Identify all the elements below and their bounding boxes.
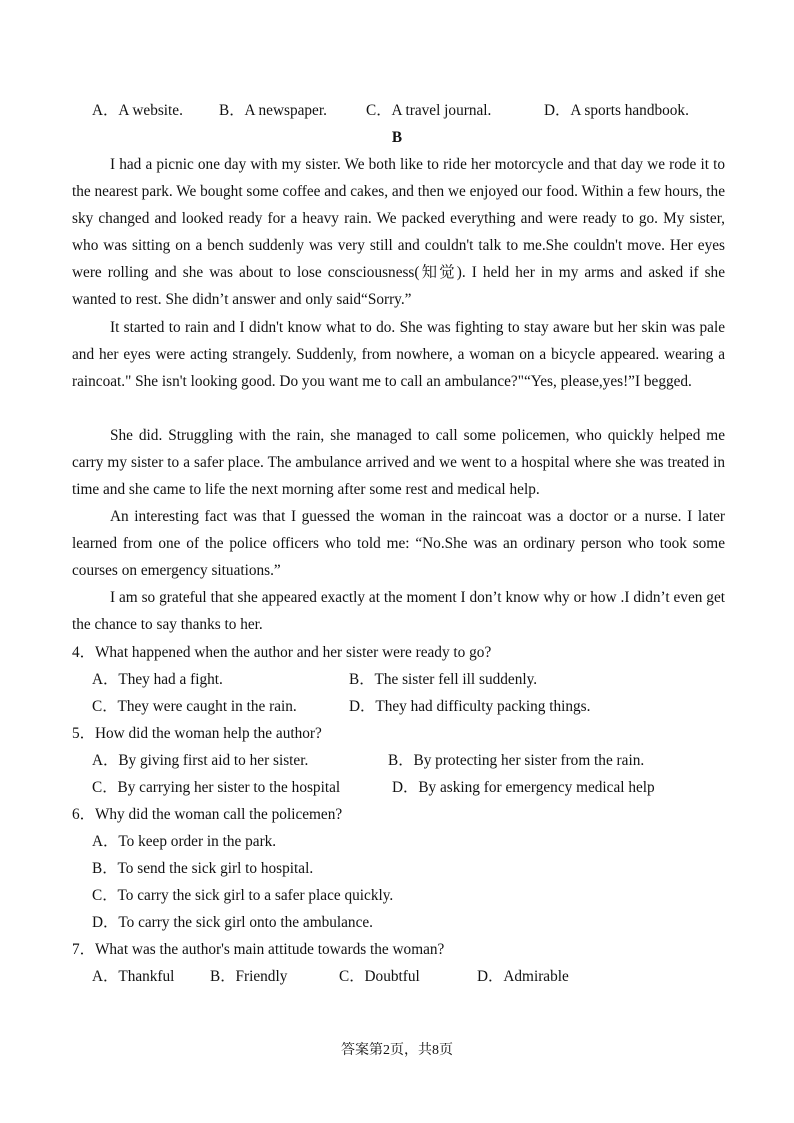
passage-paragraph-3: She did. Struggling with the rain, she managed to call some policemen, who quickly helped me carry my sister to a safer place. The ambulance arrived and we went to a hospital where she was treated in time and she came to life the next morning after some rest and medical help.: [72, 427, 725, 499]
prev-option-b: B．A newspaper.: [219, 102, 327, 119]
prev-option-c: C．A travel journal.: [366, 102, 492, 119]
question-6-option-b: B．To send the sick girl to hospital.: [92, 860, 314, 877]
question-7-option-c: C．Doubtful: [339, 968, 420, 985]
question-6-stem: 6．Why did the woman call the policemen?: [72, 806, 343, 823]
passage-paragraph-2: It started to rain and I didn't know what to do. She was fighting to stay aware but her skin was pale and her eyes were acting strangely. Suddenly, from nowhere, a woman on a bicycle appeared. wearing a raincoat." She isn't looking good. Do you want me to call an ambulance?"“Yes, please,yes!”I begged.: [72, 319, 725, 391]
question-5-stem: 5．How did the woman help the author?: [72, 725, 322, 742]
question-4-option-c: C．They were caught in the rain.: [92, 698, 297, 715]
question-6-option-c: C．To carry the sick girl to a safer place quickly.: [92, 887, 394, 904]
question-5-option-d: D．By asking for emergency medical help: [392, 779, 655, 796]
question-5-option-b: B．By protecting her sister from the rain.: [388, 752, 645, 769]
question-7-option-b: B．Friendly: [210, 968, 288, 985]
question-4-option-b: B．The sister fell ill suddenly.: [349, 671, 538, 688]
passage-paragraph-1: I had a picnic one day with my sister. We both like to ride her motorcycle and that day we rode it to the nearest park. We bought some coffee and cakes, and then we enjoyed our food. Within a few hours, the sky changed and looked ready for a heavy rain. We packed everything and were ready to go. My sister, who was sitting on a bench suddenly was very still and couldn't talk to me.She couldn't move. Her eyes were rolling and she was about to lose consciousness(知觉). I held her in my arms and asked if she wanted to rest. She didn’t answer and only said“Sorry.”: [72, 156, 725, 309]
question-6-option-a: A．To keep order in the park.: [92, 833, 277, 850]
prev-option-a: A．A website.: [92, 102, 183, 119]
question-7-option-a: A．Thankful: [92, 968, 175, 985]
question-4-option-a: A．They had a fight.: [92, 671, 223, 688]
question-4-stem: 4．What happened when the author and her sister were ready to go?: [72, 644, 492, 661]
question-4-option-d: D．They had difficulty packing things.: [349, 698, 591, 715]
section-title: B: [391, 129, 403, 146]
passage-paragraph-5: I am so grateful that she appeared exactly at the moment I don’t know why or how .I didn’t even get the chance to say thanks to her.: [72, 589, 725, 634]
passage-paragraph-4: An interesting fact was that I guessed the woman in the raincoat was a doctor or a nurse. I later learned from one of the police officers who told me: “No.She was an ordinary person who took some courses on emergency situations.”: [72, 508, 725, 580]
page-footer: 答案第2页，共8页: [341, 1043, 453, 1058]
question-5-option-a: A．By giving first aid to her sister.: [92, 752, 309, 769]
question-5-option-c: C．By carrying her sister to the hospital: [92, 779, 341, 796]
question-7-stem: 7．What was the author's main attitude towards the woman?: [72, 941, 445, 958]
question-7-option-d: D．Admirable: [477, 968, 569, 985]
question-6-option-d: D．To carry the sick girl onto the ambulance.: [92, 914, 373, 931]
prev-option-d: D．A sports handbook.: [544, 102, 689, 119]
